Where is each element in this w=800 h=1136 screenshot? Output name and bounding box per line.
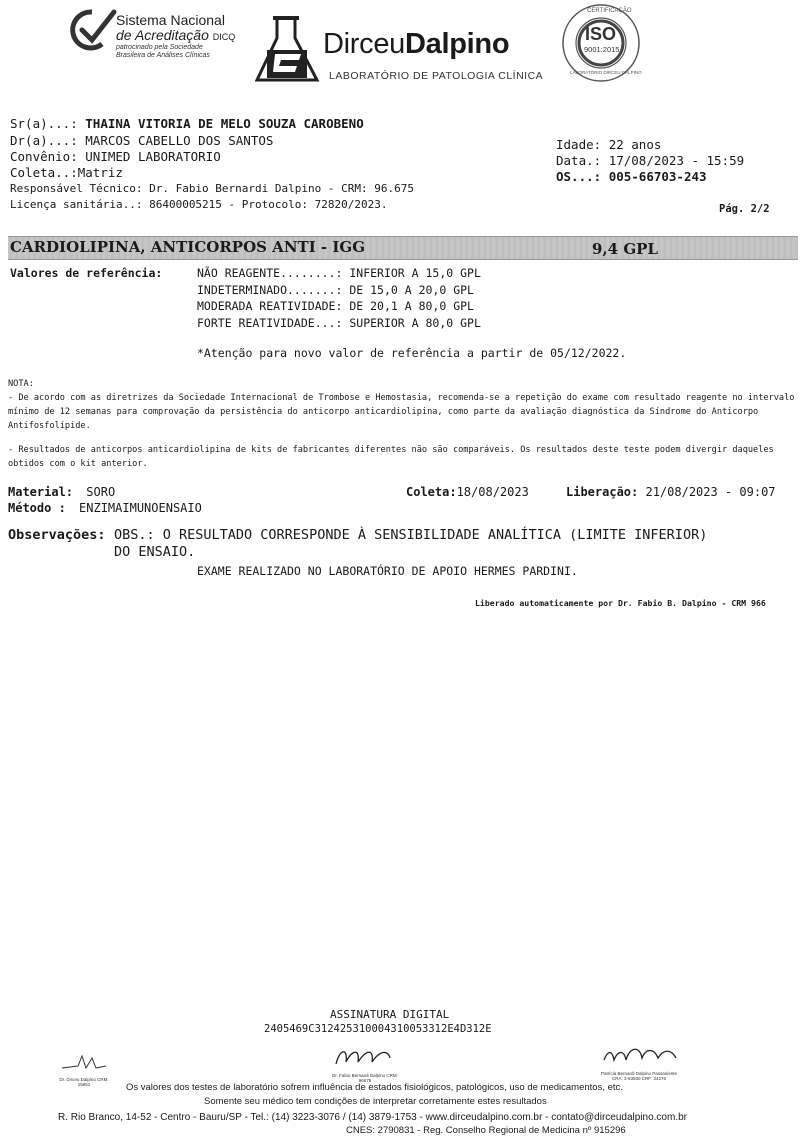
iso-code: 9001:2015 [584,45,620,54]
dicq-line1: Sistema Nacional [116,12,225,28]
signature-right-name: Patrícia Bernardi Dalpino Passaniente CRA: 3-53930 CRF: 24276 [600,1071,678,1081]
dicq-check-icon [62,6,118,54]
resp-value: Dr. Fabio Bernardi Dalpino - CRM: 96.675 [149,182,414,195]
observations-line-2: DO ENSAIO. [114,544,196,560]
license-value: 86400005215 - Protocolo: 72820/2023. [149,198,388,211]
doctor-name: MARCOS CABELLO DOS SANTOS [85,133,274,148]
ref-row [197,282,481,299]
license-row [10,198,388,211]
ref-table [197,265,481,331]
resp-label: Responsável Técnico: [10,182,143,195]
dicq-tag: DICQ [212,32,236,42]
age-row [556,137,661,152]
collection-label: Coleta: [406,485,457,499]
accreditation-logo [62,4,242,66]
age-value: 22 anos [608,137,662,152]
ref-row [197,315,481,332]
note-title: NOTA: [8,379,34,389]
release-label: Liberação: [566,485,639,499]
brand-logo [255,14,555,86]
dicq-sub2: Brasileira de Análises Clínicas [116,52,210,59]
note-paragraph-2: - Resultados de anticorpos anticardiolipina de kits de fabricantes diferentes não são comparáveis. Os resultados deste teste podem divergir daqueles obtidos com o kit anterior. [8,445,774,469]
observations-line-1: OBS.: O RESULTADO CORRESPONDE À SENSIBILIDADE ANALÍTICA (LIMITE INFERIOR) [114,527,708,543]
exam-result: 9,4 GPL [592,240,658,258]
patient-label: Sr(a)...: [10,116,78,131]
convenio-value: UNIMED LABORATORIO [85,149,221,164]
convenio-row [10,149,221,164]
os-label: OS...: [556,169,602,184]
method-row [8,501,202,515]
brand-name-a: Dirceu [323,28,405,60]
method-value: ENZIMAIMUNOENSAIO [79,501,202,515]
ref-row [197,298,481,315]
signature-left-name: Dr. Dirceu Dalpino CRM: 15851 [59,1077,109,1087]
os-row [556,169,707,184]
signature-right [596,1042,682,1081]
iso-main: ISO [585,24,617,44]
ref-name: INDETERMINADO.......: [197,282,343,297]
patient-name: THAINA VITORIA DE MELO SOUZA CAROBENO [85,116,364,131]
date-label: Data.: [556,153,602,168]
signature-middle-name: Dr. Fabio Bernardi Dalpino CRM: 96675 [332,1073,398,1083]
observations-line-3: EXAME REALIZADO NO LABORATÓRIO DE APOIO HERMES PARDINI. [197,564,578,578]
collection-row [406,485,529,499]
material-label: Material: [8,485,74,499]
signature-left [58,1050,110,1086]
ref-value: DE 15,0 A 20,0 GPL [349,282,474,297]
ref-value: SUPERIOR A 80,0 GPL [349,315,481,330]
os-value: 005-66703-243 [608,169,707,184]
doctor-row [10,133,273,148]
signature-scribble-left [58,1050,110,1072]
ref-row [197,265,481,282]
release-row [566,485,776,499]
dicq-line2: de Acreditação [116,27,209,43]
coleta-label: Coleta..: [10,165,78,180]
ref-name: FORTE REATIVIDADE...: [197,315,343,330]
brand-subtitle: LABORATÓRIO DE PATOLOGIA CLÍNICA [329,70,544,82]
digital-signature-code: 2405469C3124253100043100533​12E4D312E [264,1023,492,1035]
coleta-value: Matriz [77,165,123,180]
collection-value: 18/08/2023 [456,485,529,499]
released-by: Liberado automaticamente por Dr. Fabio B. Dalpino - CRM 966 [475,598,766,608]
address-line: R. Rio Branco, 14-52 - Centro - Bauru/SP - Tel.: (14) 3223-3076 / (14) 3879-1753 - www.dirceudalpino.com.br - contato@dirceudalpino.com.br [58,1112,687,1123]
age-label: Idade: [556,137,602,152]
date-value: 17/08/2023 - 15:59 [608,153,745,168]
signature-scribble-middle [330,1044,400,1068]
attention-note: *Atenção para novo valor de referência a partir de 05/12/2022. [197,346,627,360]
ref-label: Valores de referência: [10,266,163,280]
date-row [556,153,744,168]
convenio-label: Convênio: [10,149,78,164]
disclaimer-line-2: Somente seu médico tem condições de interpretar corretamente estes resultados [204,1096,547,1107]
doctor-label: Dr(a)...: [10,133,78,148]
signature-middle [330,1044,400,1083]
license-label: Licença sanitária..: [10,198,143,211]
material-value: SORO [86,485,116,499]
signature-scribble-right [596,1042,682,1066]
patient-row [10,116,364,131]
iso-seal [560,2,642,84]
flask-icon [255,14,321,84]
ref-value: INFERIOR A 15,0 GPL [349,266,481,280]
dicq-sub1: patrocinado pela Sociedade [116,44,203,51]
brand-name-b: Dalpino [405,28,510,60]
ref-value: DE 20,1 A 80,0 GPL [349,299,474,313]
release-value: 21/08/2023 - 09:07 [645,485,776,499]
ref-name: MODERADA REATIVIDADE: [197,299,343,313]
cnes-line: CNES: 2790831 - Reg. Conselho Regional de Medicina nº 915296 [346,1125,626,1136]
disclaimer-line-1: Os valores dos testes de laboratório sofrem influência de estados fisiológicos, patológicos, uso de medicamentos, etc. [126,1082,623,1093]
iso-top: CERTIFICAÇÃO [587,8,632,14]
material-row [8,485,115,499]
exam-title: CARDIOLIPINA, ANTICORPOS ANTI - IGG [10,238,366,256]
page-number: Pág. 2/2 [719,203,770,215]
note-paragraph-1: - De acordo com as diretrizes da Sociedade Internacional de Trombose e Hemostasia, recomenda-se a repetição do exame com resultado reagente no intervalo mínimo de 12 semanas para comprovação da persistência do anticorpo anticardiolipina, como parte da avaliação diagnóstica da Síndrome do Anticorpo Antifosfolípide. [8,393,795,431]
method-label: Método : [8,501,66,515]
ref-name: NÃO REAGENTE........: [197,266,343,280]
coleta-row [10,165,123,180]
resp-row [10,182,414,195]
digital-signature-title: ASSINATURA DIGITAL [330,1008,450,1021]
iso-ring: LABORATÓRIO DIRCEU DALPINO [570,70,642,75]
observations-label: Observações: [8,527,106,543]
